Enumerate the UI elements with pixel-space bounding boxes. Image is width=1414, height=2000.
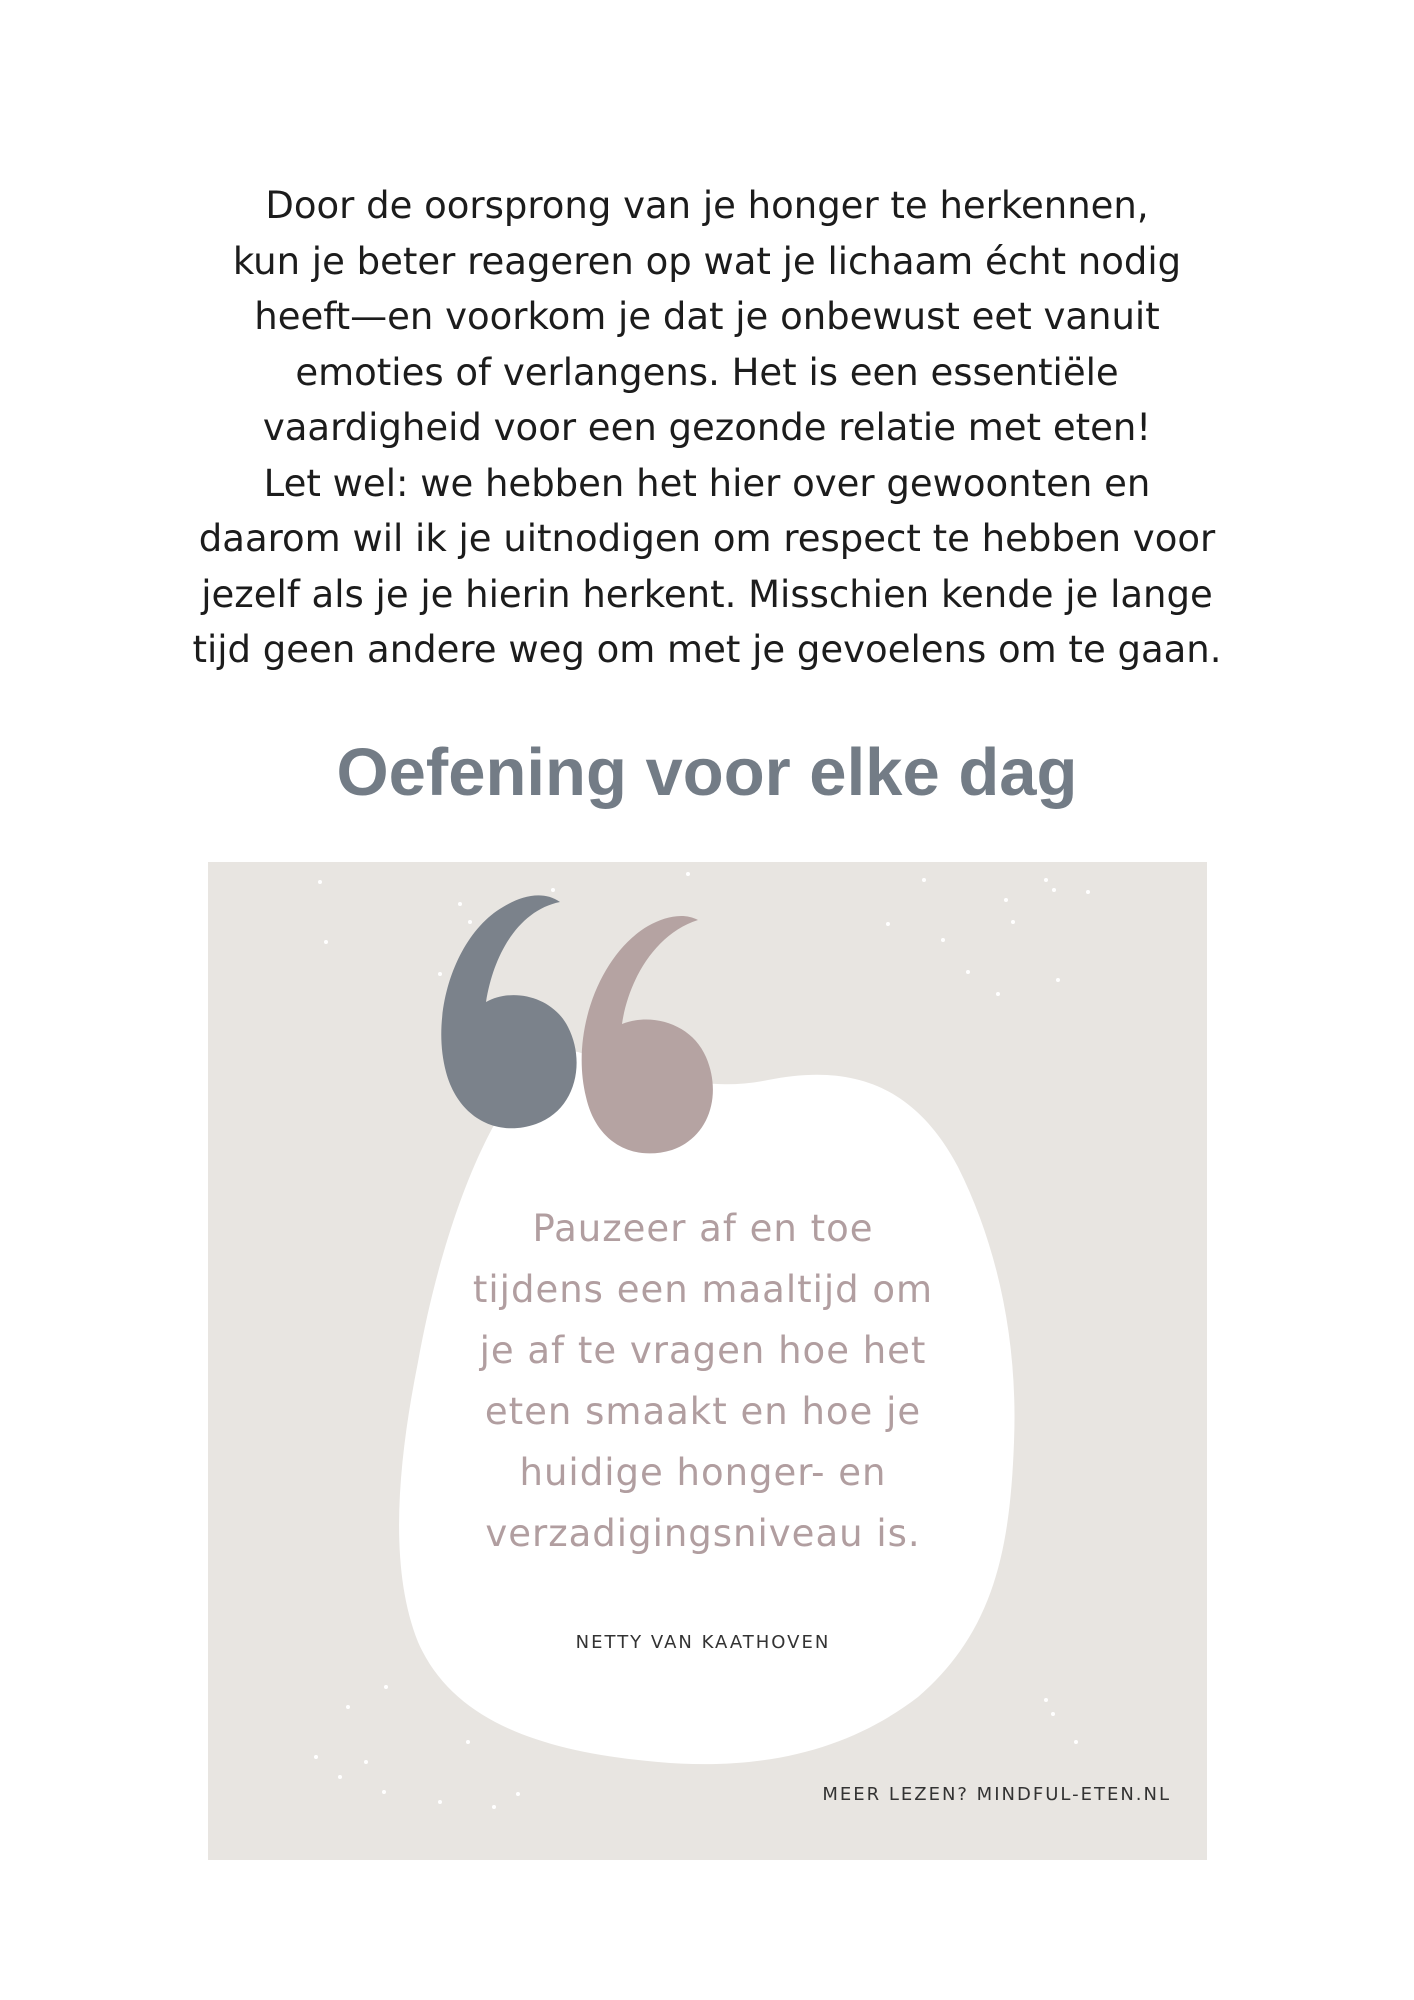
quote-card: [208, 862, 1207, 1860]
section-heading: Oefening voor elke dag: [336, 735, 1078, 810]
intro-line: Door de oorsprong van je honger te herkennen,: [265, 184, 1149, 227]
intro-line: kun je beter reageren op wat je lichaam écht nodig: [232, 239, 1182, 283]
quote-mark-left-icon: [441, 895, 576, 1128]
intro-line: Let wel: we hebben het hier over gewoonten en: [263, 461, 1151, 505]
quote-line: je af te vragen hoe het: [479, 1329, 927, 1372]
website-link[interactable]: MEER LEZEN? MINDFUL-ETEN.NL: [822, 1784, 1171, 1805]
quote-line: verzadigingsniveau is.: [485, 1512, 921, 1555]
intro-line: emoties of verlangens. Het is een essentiële: [295, 350, 1119, 394]
quote-author: NETTY VAN KAATHOVEN: [575, 1632, 831, 1653]
intro-paragraph: [180, 178, 1234, 678]
quote-line: huidige honger- en: [519, 1451, 887, 1494]
quote-line: eten smaakt en hoe je: [484, 1390, 922, 1433]
intro-line: tijd geen andere weg om met je gevoelens om te gaan.: [192, 628, 1222, 671]
quote-mark-right-icon: [582, 916, 713, 1153]
intro-line: jezelf als je je hierin herkent. Misschien kende je lange: [201, 572, 1213, 616]
quote-text: [448, 1198, 958, 1564]
intro-line: daarom wil ik je uitnodigen om respect te hebben voor: [198, 517, 1216, 560]
quote-line: Pauzeer af en toe: [532, 1207, 874, 1250]
intro-line: heeft—en voorkom je dat je onbewust eet vanuit: [254, 295, 1160, 338]
intro-line: vaardigheid voor een gezonde relatie met eten!: [262, 406, 1152, 449]
quote-line: tijdens een maaltijd om: [472, 1268, 934, 1311]
